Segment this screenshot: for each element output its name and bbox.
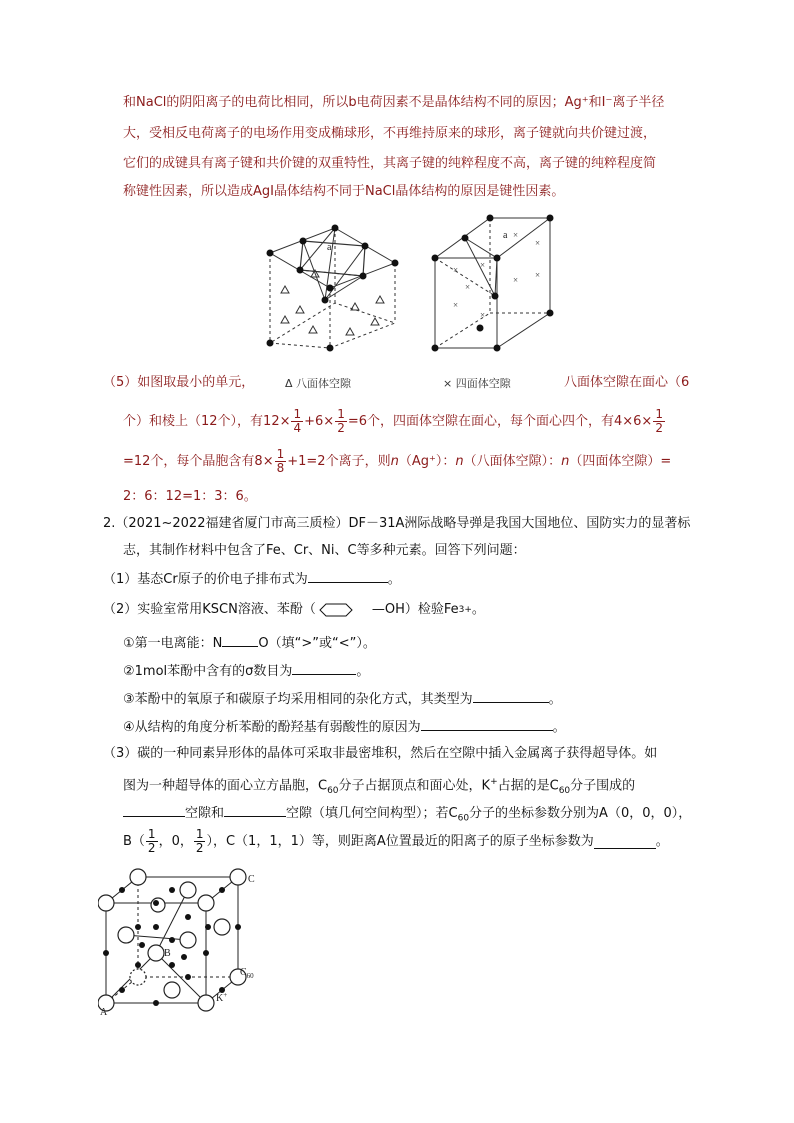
label-c: C (248, 874, 255, 885)
text-line: 八面体空隙在面心（6 (564, 375, 690, 390)
answer-blank[interactable] (594, 834, 656, 849)
sub-question-2: ②1mol苯酚中含有的σ数目为 。 (123, 660, 369, 682)
svg-text:×: × (535, 238, 541, 248)
svg-text:×: × (480, 310, 486, 320)
sub-question-1: ①第一电离能：N O（填“>”或“<”）。 (123, 632, 376, 654)
answer-blank[interactable] (421, 716, 553, 731)
label-a-right: a (503, 230, 508, 241)
sub-question-3: ③苯酚中的氧原子和碳原子均采用相同的杂化方式，其类型为 。 (123, 688, 562, 710)
text-line: 大，受相反电荷离子的电场作用变成椭球形，不再维持原来的球形，离子键就向共价键过渡， (123, 126, 657, 141)
label-a-left: a (327, 242, 332, 253)
label-c60: $C_{60}$ (240, 967, 254, 980)
label-a: A (100, 1007, 108, 1015)
text-line: 称键性因素，所以造成AgI晶体结构不同于NaCl晶体结构的原因是键性因素。 (123, 184, 565, 199)
svg-text:×: × (453, 265, 459, 275)
text-line: 它们的成键具有离子键和共价键的双重特性，其离子键的纯粹程度不高，离子键的纯粹程度简 (123, 156, 657, 171)
fraction: $\frac{1}{4}$ (293, 407, 302, 435)
fraction: $\frac{1}{2}$ (337, 407, 345, 435)
question-part-1: （1）基态Cr原子的价电子排布式为 。 (103, 568, 401, 590)
cross-icon: × (443, 377, 453, 390)
text-line: 2：6：12=1：3：6。 (123, 489, 257, 504)
legend-octahedral: Δ 八面体空隙 (285, 377, 352, 390)
answer-blank[interactable] (123, 802, 185, 817)
text-line-with-fractions: B（ $\frac{1}{2}$ ，0， $\frac{1}{2}$ ），C（1，1，1）等，则距离A位置最近的阳离子的原子坐标参数为 。 (123, 827, 669, 855)
right-cube-atoms (432, 215, 554, 352)
svg-text:×: × (453, 300, 459, 310)
text-line-with-fractions: =12个，每个晶胞含有8× $\frac{1}{8}$ +1=2个离子，则 n （Ag⁺）： n （八面体空隙）： n （四面体空隙）= (123, 447, 672, 475)
text-line: 和NaCl的阴阳离子的电荷比相同，所以b电荷因素不是晶体结构不同的原因；Ag⁺和I⁻离子半径 (123, 95, 665, 110)
octahedral-void-marks (281, 270, 384, 335)
answer-blank[interactable] (292, 660, 356, 675)
fcc-c60-figure (98, 865, 278, 1015)
benzene-ring-icon (316, 602, 372, 618)
question-header: 2.（2021~2022福建省厦门市高三质检）DF－31A洲际战略导弹是我国大国地位、国防实力的显著标 (103, 516, 691, 531)
answer-blank[interactable] (222, 632, 258, 647)
svg-text:×: × (535, 270, 541, 280)
right-cube (435, 218, 550, 348)
fraction: $\frac{1}{2}$ (195, 827, 204, 855)
text-line: （5）如图取最小的单元， (103, 375, 255, 390)
triangle-icon: Δ (285, 377, 293, 390)
label-k: K+ (216, 991, 228, 1004)
answer-blank[interactable] (308, 568, 388, 583)
sub-question-4: ④从结构的角度分析苯酚的酚羟基有弱酸性的原因为 。 (123, 716, 566, 738)
svg-text:×: × (513, 275, 519, 285)
question-part-3: （3）碳的一种同素异形体的晶体可采取非最密堆积，然后在空隙中插入金属离子获得超导体。如 (103, 746, 658, 761)
svg-text:×: × (465, 282, 471, 292)
question-part-2: （2）实验室常用KSCN溶液、苯酚（ —OH ）检验Fe 3+ 。 (103, 602, 485, 617)
fraction: $\frac{1}{2}$ (147, 827, 156, 855)
fraction: $\frac{1}{8}$ (276, 447, 285, 475)
svg-text:×: × (480, 260, 486, 270)
svg-text:×: × (513, 230, 519, 240)
crystal-figure-1 (255, 208, 585, 358)
text-line: 空隙和 空隙（填几何空间构型）；若$C_{60}$分子的坐标参数分别为A（0，0，0）， (123, 802, 691, 829)
label-b: B (164, 948, 171, 959)
answer-blank[interactable] (224, 802, 286, 817)
text-line: 图为一种超导体的面心立方晶胞，$C_{60}$分子占据顶点和面心处，K+占据的是$C_{60}$分子围成的 (123, 777, 636, 796)
legend-tetrahedral: × 四面体空隙 (443, 377, 511, 390)
fraction: $\frac{1}{2}$ (655, 407, 663, 435)
text-line: 志，其制作材料中包含了Fe、Cr、Ni、C等多种元素。回答下列问题： (123, 543, 526, 558)
answer-blank[interactable] (473, 688, 549, 703)
text-line-with-fractions: 个）和棱上（12个），有12× $\frac{1}{4}$ +6× $\frac{1}{2}$ =6个，四面体空隙在面心，每个面心四个，有4×6× $\frac{1}{2}$ (123, 407, 663, 435)
